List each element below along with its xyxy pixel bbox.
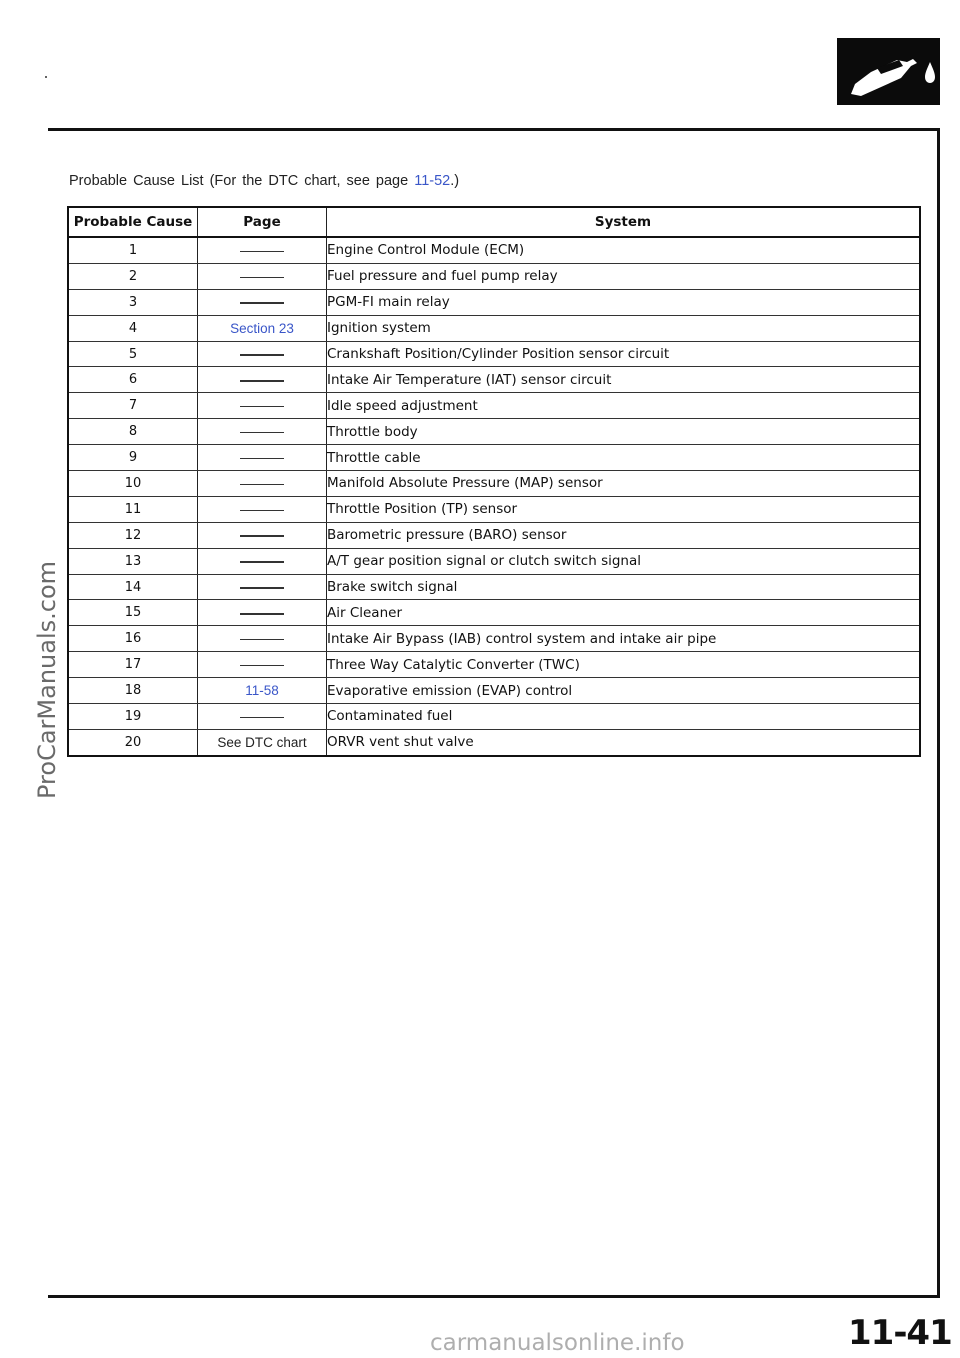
system-name: Contaminated fuel xyxy=(327,704,921,730)
cause-number: 17 xyxy=(68,652,198,678)
table-row xyxy=(68,237,920,263)
page-cell xyxy=(198,678,327,704)
system-name: Throttle Position (TP) sensor xyxy=(327,496,921,522)
system-name: Barometric pressure (BARO) sensor xyxy=(327,522,921,548)
no-page-dash xyxy=(240,406,284,408)
speck xyxy=(45,76,47,78)
bottom-rule xyxy=(48,1295,940,1298)
table-row xyxy=(68,678,920,704)
system-name: Evaporative emission (EVAP) control xyxy=(327,678,921,704)
table-row xyxy=(68,445,920,471)
right-rule xyxy=(937,128,940,1298)
no-page-dash xyxy=(240,510,284,512)
cause-number: 9 xyxy=(68,445,198,471)
cause-number: 15 xyxy=(68,600,198,626)
table-row xyxy=(68,574,920,600)
cause-number: 20 xyxy=(68,729,198,755)
table-row xyxy=(68,289,920,315)
cause-number: 18 xyxy=(68,678,198,704)
cause-number: 13 xyxy=(68,548,198,574)
no-page-dash xyxy=(240,302,284,304)
system-name: Crankshaft Position/Cylinder Position sensor circuit xyxy=(327,341,921,367)
page-cell xyxy=(198,729,327,755)
page-reference[interactable]: Section 23 xyxy=(230,320,294,336)
no-page-dash xyxy=(240,484,284,486)
page-cell xyxy=(198,574,327,600)
table-row xyxy=(68,626,920,652)
cause-number: 1 xyxy=(68,237,198,263)
page-cell xyxy=(198,522,327,548)
table-row xyxy=(68,471,920,497)
cause-number: 3 xyxy=(68,289,198,315)
table-row xyxy=(68,393,920,419)
dtc-chart-page-link[interactable]: 11-52 xyxy=(414,173,451,189)
cause-number: 11 xyxy=(68,496,198,522)
footer-watermark: carmanualsonline.info xyxy=(430,1330,685,1356)
cause-number: 10 xyxy=(68,471,198,497)
page-reference: See DTC chart xyxy=(217,734,307,750)
table-row xyxy=(68,652,920,678)
table-row xyxy=(68,263,920,289)
cause-number: 14 xyxy=(68,574,198,600)
table-header-row xyxy=(68,207,920,237)
page-cell xyxy=(198,393,327,419)
no-page-dash xyxy=(240,665,284,667)
page-reference[interactable]: 11-58 xyxy=(245,683,279,699)
system-name: Three Way Catalytic Converter (TWC) xyxy=(327,652,921,678)
no-page-dash xyxy=(240,458,284,460)
table-row xyxy=(68,548,920,574)
system-name: Intake Air Bypass (IAB) control system and intake air pipe xyxy=(327,626,921,652)
header-system: System xyxy=(327,207,921,237)
page-cell xyxy=(198,652,327,678)
table-body xyxy=(68,237,920,756)
no-page-dash xyxy=(240,561,284,563)
page-cell xyxy=(198,445,327,471)
page-number: 11-41 xyxy=(848,1313,952,1353)
no-page-dash xyxy=(240,277,284,279)
table-row xyxy=(68,600,920,626)
table-row xyxy=(68,419,920,445)
system-name: Fuel pressure and fuel pump relay xyxy=(327,263,921,289)
system-name: Air Cleaner xyxy=(327,600,921,626)
no-page-dash xyxy=(240,587,284,589)
page-cell xyxy=(198,704,327,730)
table-row xyxy=(68,522,920,548)
cause-number: 2 xyxy=(68,263,198,289)
no-page-dash xyxy=(240,432,284,434)
cause-number: 5 xyxy=(68,341,198,367)
cause-number: 19 xyxy=(68,704,198,730)
page-cell xyxy=(198,496,327,522)
table-row xyxy=(68,729,920,755)
cause-number: 12 xyxy=(68,522,198,548)
cause-number: 4 xyxy=(68,315,198,341)
page-cell xyxy=(198,367,327,393)
system-name: Throttle cable xyxy=(327,445,921,471)
system-name: Idle speed adjustment xyxy=(327,393,921,419)
system-name: Engine Control Module (ECM) xyxy=(327,237,921,263)
page-cell xyxy=(198,471,327,497)
cause-number: 7 xyxy=(68,393,198,419)
header-probable-cause: Probable Cause xyxy=(68,207,198,237)
table-row xyxy=(68,704,920,730)
no-page-dash xyxy=(240,717,284,719)
probable-cause-table xyxy=(67,206,921,757)
page-cell xyxy=(198,626,327,652)
intro-text: Probable Cause List (For the DTC chart, see page 11-52.) xyxy=(69,173,460,189)
page-cell xyxy=(198,341,327,367)
cause-number: 16 xyxy=(68,626,198,652)
page-cell xyxy=(198,237,327,263)
system-name: A/T gear position signal or clutch switch signal xyxy=(327,548,921,574)
table-row xyxy=(68,315,920,341)
no-page-dash xyxy=(240,639,284,641)
system-name: Throttle body xyxy=(327,419,921,445)
table-row xyxy=(68,341,920,367)
system-name: Brake switch signal xyxy=(327,574,921,600)
header-page: Page xyxy=(198,207,327,237)
system-name: Intake Air Temperature (IAT) sensor circuit xyxy=(327,367,921,393)
page-cell xyxy=(198,548,327,574)
no-page-dash xyxy=(240,613,284,615)
cause-number: 8 xyxy=(68,419,198,445)
fuel-pump-nozzle-icon xyxy=(837,38,940,105)
top-rule xyxy=(48,128,940,131)
system-name: PGM-FI main relay xyxy=(327,289,921,315)
page-cell xyxy=(198,263,327,289)
system-name: Manifold Absolute Pressure (MAP) sensor xyxy=(327,471,921,497)
no-page-dash xyxy=(240,251,284,253)
page-cell xyxy=(198,315,327,341)
system-name: Ignition system xyxy=(327,315,921,341)
system-name: ORVR vent shut valve xyxy=(327,729,921,755)
no-page-dash xyxy=(240,354,284,356)
no-page-dash xyxy=(240,535,284,537)
table-row xyxy=(68,496,920,522)
table-row xyxy=(68,367,920,393)
page-cell xyxy=(198,289,327,315)
cause-number: 6 xyxy=(68,367,198,393)
side-watermark: ProCarManuals.com xyxy=(33,561,61,800)
page-cell xyxy=(198,419,327,445)
page-cell xyxy=(198,600,327,626)
no-page-dash xyxy=(240,380,284,382)
